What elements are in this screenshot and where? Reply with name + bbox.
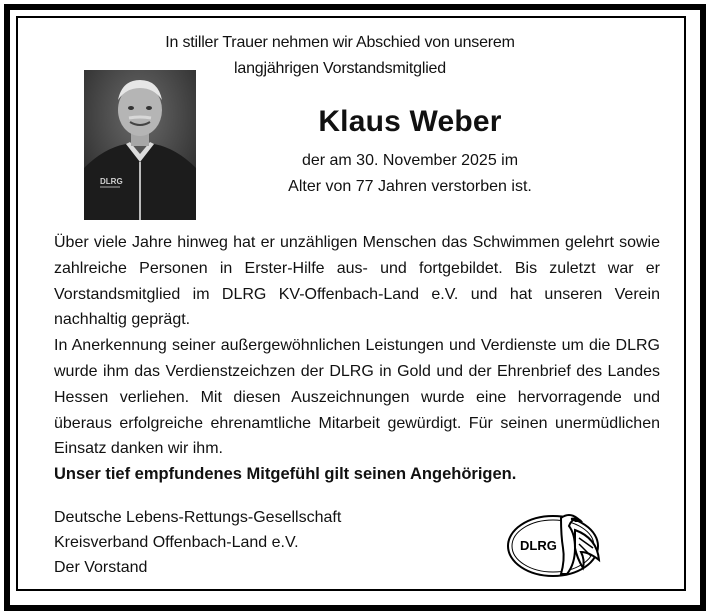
dlrg-eagle-icon bbox=[505, 508, 607, 580]
logo-text: DLRG bbox=[520, 538, 557, 553]
signature-block bbox=[54, 505, 454, 580]
dlrg-logo bbox=[505, 508, 607, 580]
deceased-name: Klaus Weber bbox=[318, 105, 502, 138]
portrait-photo bbox=[84, 70, 196, 220]
paragraph-1: Über viele Jahre hinweg hat er unzähligen Menschen das Schwimmen gelehrt sowie zahlreiche Personen in Erster-Hilfe aus- und fortgebildet. Bis zuletzt war er Vorstandsmitglied im DLRG KV-Offenbach-Land e.V. und hat unseren Verein nachhaltig geprägt. bbox=[54, 234, 660, 329]
death-info bbox=[250, 148, 570, 200]
jacket-logo-text: DLRG bbox=[100, 177, 123, 186]
body-text bbox=[54, 230, 660, 462]
portrait-illustration bbox=[84, 70, 196, 220]
condolence-line: Unser tief empfundenes Mitgefühl gilt seinen Angehörigen. bbox=[54, 465, 517, 483]
death-info-line-2: Alter von 77 Jahren verstorben ist. bbox=[288, 178, 532, 195]
death-info-line-1: der am 30. November 2025 im bbox=[301, 152, 519, 169]
intro-line-1: In stiller Trauer nehmen wir Abschied von unserem bbox=[165, 34, 515, 51]
signature-line-2: Kreisverband Offenbach-Land e.V. bbox=[54, 534, 299, 551]
intro-line-2: langjährigen Vorstandsmitglied bbox=[234, 60, 446, 77]
signature-line-3: Der Vorstand bbox=[54, 559, 148, 576]
signature-line-1: Deutsche Lebens-Rettungs-Gesellschaft bbox=[54, 509, 342, 526]
paragraph-2: In Anerkennung seiner außergewöhnlichen Leistungen und Verdienste um die DLRG wurde ihm das Verdienstzeichzen der DLRG in Gold und der Ehrenbrief des Landes Hessen verliehen. Mit diesen Auszeichnungen wurde eine hervorragende und überaus erfolgreiche ehrenamtliche Mitarbeit gewürdigt. Für seinen unermüdlichen Einsatz danken wir ihm. bbox=[54, 337, 660, 458]
